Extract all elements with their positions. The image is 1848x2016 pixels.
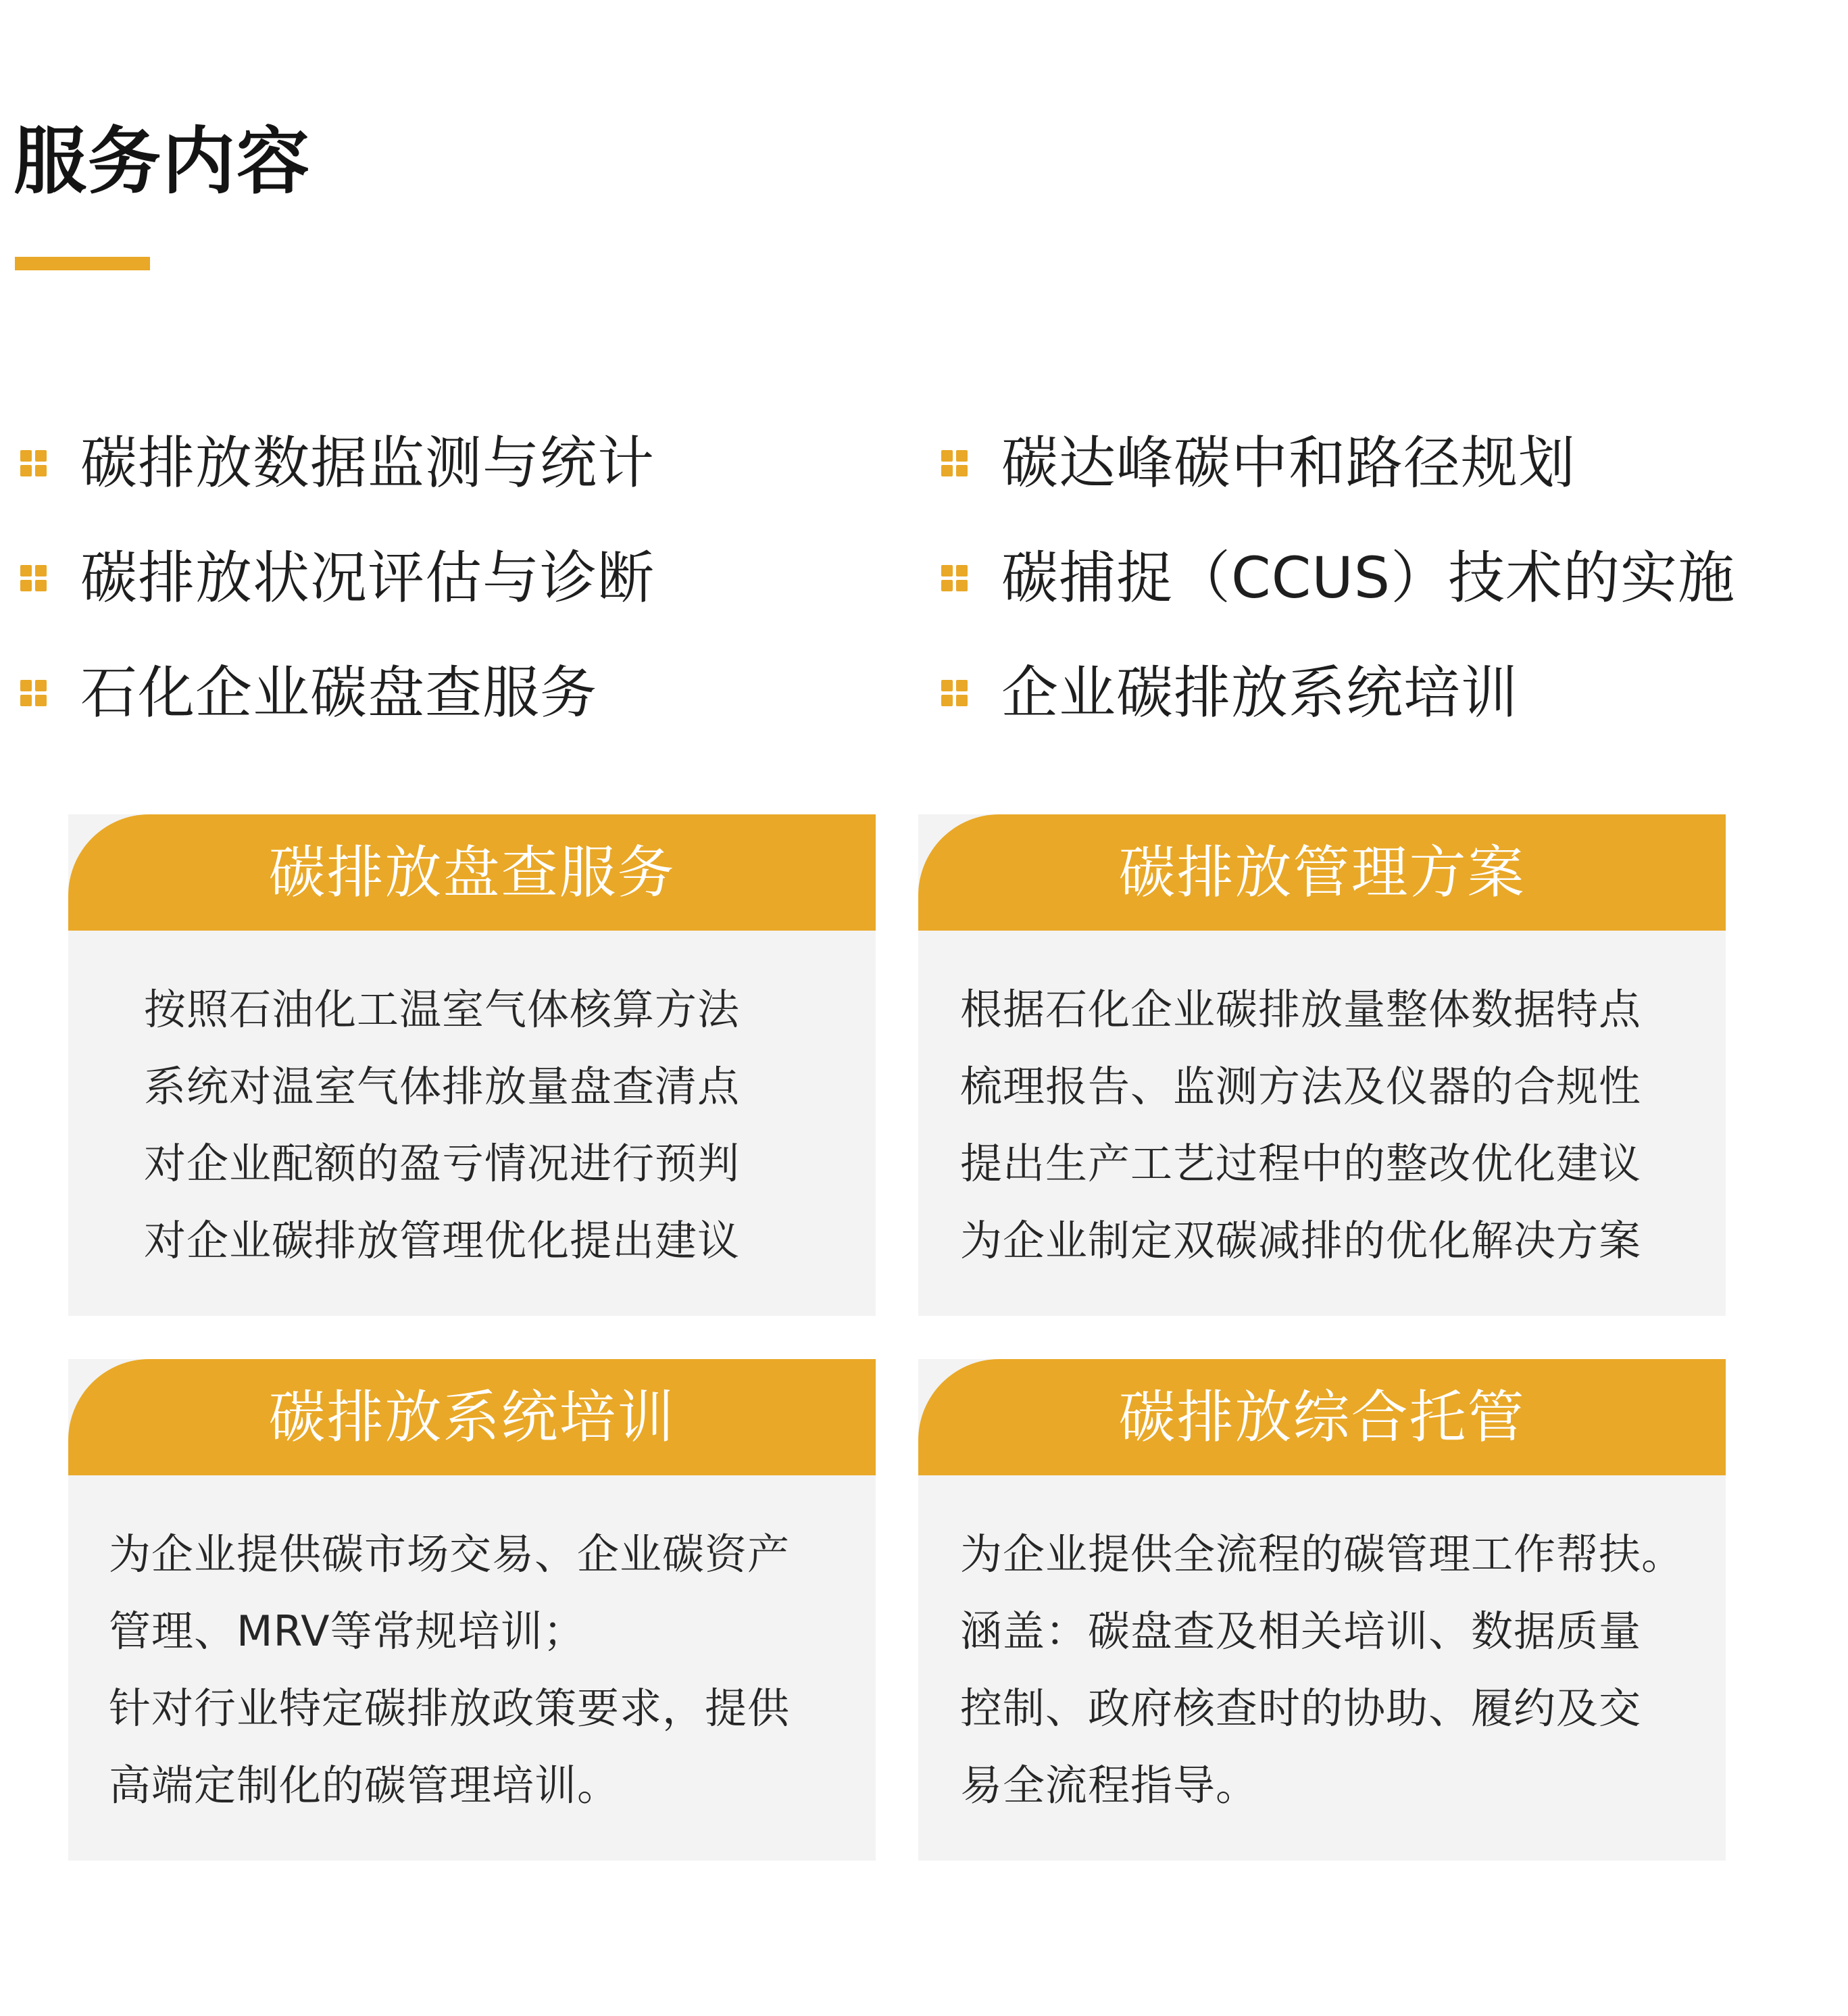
card-line: 提出生产工艺过程中的整改优化建议 bbox=[960, 1139, 1642, 1188]
card-body bbox=[68, 931, 876, 1279]
card-header bbox=[918, 814, 1726, 931]
bullet-item bbox=[20, 520, 899, 635]
card-line: 为企业提供碳市场交易、企业碳资产 bbox=[109, 1529, 791, 1579]
service-card-training bbox=[68, 1359, 876, 1861]
bullet-column-left bbox=[20, 405, 899, 750]
bullet-text: 碳排放数据监测与统计 bbox=[80, 430, 655, 496]
bullet-item bbox=[20, 635, 899, 750]
title-underline bbox=[15, 257, 150, 270]
bullet-item bbox=[941, 520, 1820, 635]
bullet-item bbox=[20, 405, 899, 520]
card-line: 按照石油化工温室气体核算方法 bbox=[144, 985, 741, 1034]
service-card-management-plan bbox=[918, 814, 1726, 1316]
card-line: 控制、政府核查时的协助、履约及交 bbox=[960, 1683, 1642, 1733]
card-header bbox=[68, 814, 876, 931]
card-title: 碳排放管理方案 bbox=[1118, 839, 1526, 906]
bullet-column-right bbox=[941, 405, 1820, 750]
card-body bbox=[918, 1475, 1726, 1824]
card-header bbox=[918, 1359, 1726, 1475]
bullet-text: 碳捕捉（CCUS）技术的实施 bbox=[1001, 545, 1736, 611]
page-title: 服务内容 bbox=[14, 120, 311, 204]
card-line: 为企业制定双碳减排的优化解决方案 bbox=[960, 1216, 1642, 1265]
bullet-item bbox=[941, 635, 1820, 750]
grid-square-icon bbox=[941, 565, 968, 591]
card-title: 碳排放系统培训 bbox=[268, 1384, 676, 1450]
service-card-hosting bbox=[918, 1359, 1726, 1861]
bullet-text: 碳达峰碳中和路径规划 bbox=[1001, 430, 1576, 496]
service-card-inventory bbox=[68, 814, 876, 1316]
grid-square-icon bbox=[20, 450, 47, 476]
bullet-item bbox=[941, 405, 1820, 520]
card-line: 对企业碳排放管理优化提出建议 bbox=[144, 1216, 741, 1265]
card-header bbox=[68, 1359, 876, 1475]
grid-square-icon bbox=[941, 450, 968, 476]
service-bullet-list bbox=[0, 405, 1848, 726]
card-line: 对企业配额的盈亏情况进行预判 bbox=[144, 1139, 741, 1188]
card-title: 碳排放盘查服务 bbox=[268, 839, 676, 906]
card-title: 碳排放综合托管 bbox=[1118, 1384, 1526, 1450]
card-body bbox=[68, 1475, 876, 1824]
card-line: 易全流程指导。 bbox=[960, 1761, 1259, 1810]
card-body bbox=[918, 931, 1726, 1279]
card-line: 针对行业特定碳排放政策要求，提供 bbox=[109, 1683, 791, 1733]
bullet-text: 企业碳排放系统培训 bbox=[1001, 660, 1519, 726]
card-line: 管理、MRV等常规培训； bbox=[109, 1606, 586, 1656]
grid-square-icon bbox=[20, 565, 47, 591]
card-line: 高端定制化的碳管理培训。 bbox=[109, 1761, 620, 1810]
bullet-text: 石化企业碳盘查服务 bbox=[80, 660, 598, 726]
bullet-text: 碳排放状况评估与诊断 bbox=[80, 545, 655, 611]
card-line: 根据石化企业碳排放量整体数据特点 bbox=[960, 985, 1642, 1034]
grid-square-icon bbox=[941, 680, 968, 706]
card-line: 涵盖：碳盘查及相关培训、数据质量 bbox=[960, 1606, 1642, 1656]
card-line: 梳理报告、监测方法及仪器的合规性 bbox=[960, 1062, 1642, 1111]
card-line: 系统对温室气体排放量盘查清点 bbox=[144, 1062, 741, 1111]
grid-square-icon bbox=[20, 680, 47, 706]
card-line: 为企业提供全流程的碳管理工作帮扶。 bbox=[960, 1529, 1684, 1579]
